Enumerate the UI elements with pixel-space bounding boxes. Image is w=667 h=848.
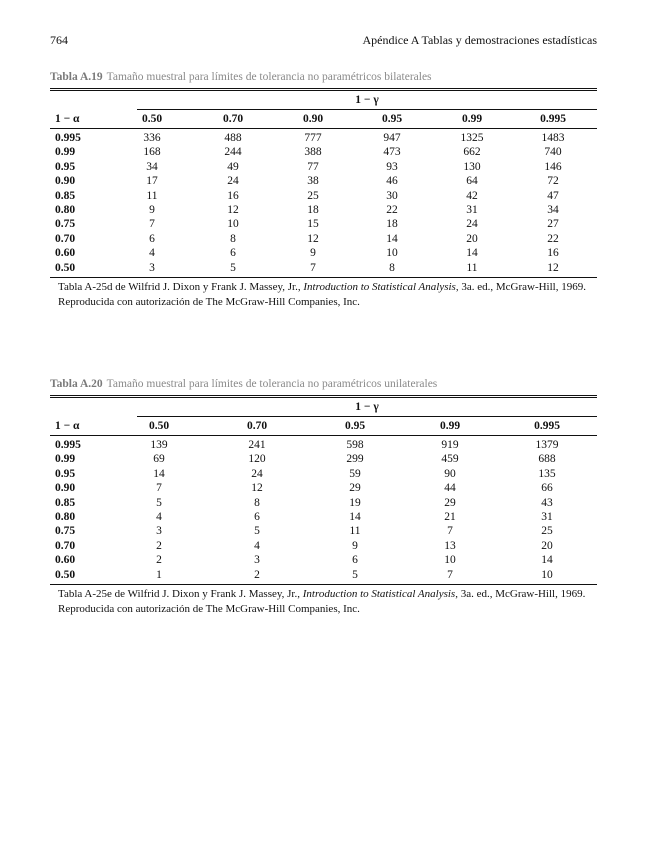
table-cell: 19 — [349, 496, 361, 509]
table-cell: 46 — [386, 175, 398, 188]
row-label: 0.70 — [55, 232, 76, 245]
table-cell: 598 — [346, 439, 364, 451]
table-cell: 14 — [349, 510, 361, 523]
table-row — [50, 524, 597, 538]
table-cell: 6 — [149, 232, 155, 245]
table-cell: 473 — [383, 146, 401, 159]
table-cell: 10 — [227, 218, 239, 231]
table-cell: 10 — [386, 247, 398, 260]
column-header: 0.70 — [246, 420, 268, 432]
table-cell: 14 — [466, 247, 478, 260]
table-cell: 69 — [153, 453, 165, 466]
table-cell: 27 — [547, 218, 559, 231]
table-row — [50, 452, 597, 466]
table-cell: 22 — [547, 232, 559, 245]
table-row — [50, 568, 597, 582]
table-title: Tamaño muestral para límites de tolerancia no paramétricos bilaterales — [106, 71, 432, 83]
table-body — [50, 436, 597, 584]
row-label: 0.95 — [55, 160, 76, 173]
table-cell: 130 — [463, 160, 481, 173]
source-note — [50, 585, 597, 617]
table-cell: 1379 — [535, 439, 559, 451]
page-number: 764 — [50, 33, 68, 47]
table-cell: 31 — [541, 510, 553, 523]
table-cell: 8 — [230, 232, 236, 245]
table-cell: 38 — [307, 175, 319, 188]
table-cell: 9 — [149, 203, 155, 216]
table-row — [50, 510, 597, 524]
table-cell: 3 — [156, 525, 162, 538]
table-cell: 2 — [156, 554, 162, 567]
table-cell: 688 — [538, 453, 556, 466]
row-label: 0.85 — [55, 189, 76, 202]
table-cell: 11 — [146, 189, 158, 202]
table-row — [50, 145, 597, 159]
table-cell: 4 — [149, 247, 155, 260]
page-header — [50, 33, 597, 49]
table-cell: 7 — [447, 568, 453, 581]
table-row — [50, 189, 597, 203]
table-row — [50, 217, 597, 231]
table-cell: 6 — [230, 247, 236, 260]
table-cell: 47 — [547, 189, 559, 202]
table-cell: 6 — [352, 554, 358, 567]
table-cell: 18 — [386, 218, 398, 231]
table-cell: 5 — [254, 525, 260, 538]
column-header: 0.95 — [344, 420, 366, 432]
group-header — [50, 91, 597, 109]
table-cell: 10 — [541, 568, 553, 581]
column-header: 0.70 — [222, 113, 244, 125]
table-cell: 8 — [389, 261, 395, 274]
table-cell: 5 — [156, 496, 162, 509]
table-cell: 146 — [544, 160, 562, 173]
table-cell: 29 — [349, 482, 361, 495]
column-header: 0.95 — [381, 113, 403, 125]
table-cell: 120 — [248, 453, 266, 466]
table-cell: 14 — [386, 232, 398, 245]
group-header — [50, 398, 597, 416]
table-a19 — [50, 69, 597, 310]
group-header-label: 1 − γ — [355, 94, 379, 106]
table-cell: 34 — [146, 160, 158, 173]
table-cell: 11 — [349, 525, 361, 538]
table-label: Tabla A.20 — [50, 378, 103, 390]
table-row — [50, 232, 597, 246]
row-label: 0.70 — [55, 539, 76, 552]
column-header-row — [50, 110, 597, 128]
table-row — [50, 203, 597, 217]
table-cell: 1325 — [460, 132, 484, 144]
book-title: Introduction to Statistical Analysis — [302, 587, 456, 600]
table-cell: 49 — [227, 160, 239, 173]
table-cell: 135 — [538, 467, 556, 480]
table-cell: 9 — [310, 247, 316, 260]
table-cell: 20 — [541, 539, 553, 552]
column-header: 0.50 — [141, 113, 163, 125]
table-row — [50, 246, 597, 260]
table-cell: 2 — [156, 539, 162, 552]
table-cell: 14 — [153, 467, 165, 480]
column-header: 0.90 — [302, 113, 324, 125]
table-row — [50, 174, 597, 188]
table-cell: 43 — [541, 496, 553, 509]
column-header: 0.995 — [534, 420, 560, 432]
source-note-text: Tabla A-25d de Wilfrid J. Dixon y Frank J. Massey, Jr., — [58, 280, 304, 293]
table-caption — [50, 69, 597, 85]
table-cell: 4 — [156, 510, 162, 523]
table-row — [50, 496, 597, 510]
row-label: 0.75 — [55, 218, 76, 231]
table-cell: 24 — [251, 467, 263, 480]
table-cell: 7 — [310, 261, 316, 274]
row-label: 0.90 — [55, 482, 76, 495]
row-label: 0.60 — [55, 554, 76, 567]
row-label: 0.80 — [55, 203, 76, 216]
table-cell: 21 — [444, 510, 456, 523]
row-label: 0.50 — [55, 568, 76, 581]
row-label: 0.75 — [55, 525, 76, 538]
table-cell: 777 — [304, 132, 322, 144]
table-cell: 3 — [149, 261, 155, 274]
table-caption — [50, 376, 597, 392]
table-cell: 24 — [466, 218, 478, 231]
table-cell: 7 — [149, 218, 155, 231]
source-note-text: Tabla A-25e de Wilfrid J. Dixon y Frank J. Massey, Jr., — [58, 587, 303, 600]
table-cell: 18 — [307, 203, 319, 216]
table-cell: 25 — [541, 525, 553, 538]
table-cell: 25 — [307, 189, 319, 202]
table-cell: 90 — [444, 467, 456, 480]
table-row — [50, 553, 597, 567]
table-cell: 7 — [447, 525, 453, 538]
row-label: 0.99 — [55, 146, 76, 159]
running-head: Apéndice A Tablas y demostraciones estadísticas — [362, 33, 597, 47]
table-cell: 488 — [224, 132, 242, 144]
column-header: 0.995 — [540, 113, 566, 125]
table-cell: 5 — [352, 568, 358, 581]
row-label: 0.99 — [55, 453, 76, 466]
table-cell: 93 — [386, 160, 398, 173]
table-cell: 72 — [547, 175, 559, 188]
table-cell: 241 — [248, 439, 266, 451]
table-cell: 12 — [227, 203, 239, 216]
table-cell: 24 — [227, 175, 239, 188]
table-cell: 16 — [227, 189, 239, 202]
table-cell: 12 — [251, 482, 263, 495]
row-label: 0.95 — [55, 467, 76, 480]
table-cell: 662 — [463, 146, 481, 159]
source-note-text: , 3a. ed., McGraw-Hill, 1969. Reproducida con autorización de The McGraw-Hill Companies, Inc. — [58, 587, 586, 615]
table-cell: 299 — [346, 453, 364, 466]
table-cell: 3 — [254, 554, 260, 567]
table-label: Tabla A.19 — [50, 71, 103, 83]
table-cell: 9 — [352, 539, 358, 552]
row-label: 0.80 — [55, 510, 76, 523]
column-header: 0.99 — [439, 420, 461, 432]
table-cell: 31 — [466, 203, 478, 216]
table-cell: 947 — [383, 132, 401, 144]
row-label: 0.995 — [55, 132, 81, 144]
table-row — [50, 261, 597, 275]
table-cell: 4 — [254, 539, 260, 552]
column-header-row — [50, 417, 597, 435]
table-cell: 13 — [444, 539, 456, 552]
table-row — [50, 131, 597, 145]
column-header: 0.99 — [461, 113, 483, 125]
table-cell: 459 — [441, 453, 459, 466]
table-cell: 388 — [304, 146, 322, 159]
row-label: 0.85 — [55, 496, 76, 509]
row-header-label: 1 − α — [55, 420, 80, 432]
table-cell: 11 — [466, 261, 478, 274]
table-cell: 66 — [541, 482, 553, 495]
table-cell: 44 — [444, 482, 456, 495]
table-row — [50, 160, 597, 174]
source-note-text: , 3a. ed., McGraw-Hill, 1969. Reproducida con autorización de The McGraw-Hill Companies, Inc. — [58, 280, 586, 308]
table-cell: 2 — [254, 568, 260, 581]
table-cell: 1483 — [541, 132, 565, 144]
table-cell: 5 — [230, 261, 236, 274]
table-cell: 15 — [307, 218, 319, 231]
row-label: 0.60 — [55, 247, 76, 260]
table-cell: 740 — [544, 146, 562, 159]
table-a20 — [50, 376, 597, 617]
row-header-label: 1 − α — [55, 113, 80, 125]
table-cell: 7 — [156, 482, 162, 495]
table-cell: 12 — [547, 261, 559, 274]
book-title: Introduction to Statistical Analysis — [303, 280, 456, 293]
table-cell: 34 — [547, 203, 559, 216]
table-cell: 64 — [466, 175, 478, 188]
table-cell: 29 — [444, 496, 456, 509]
table-row — [50, 481, 597, 495]
table-row — [50, 539, 597, 553]
table-body — [50, 129, 597, 277]
table-cell: 42 — [466, 189, 478, 202]
table-cell: 8 — [254, 496, 260, 509]
table-cell: 1 — [156, 568, 162, 581]
table-cell: 168 — [143, 146, 161, 159]
table-cell: 22 — [386, 203, 398, 216]
table-cell: 12 — [307, 232, 319, 245]
row-label: 0.90 — [55, 175, 76, 188]
row-label: 0.995 — [55, 439, 81, 451]
table-cell: 20 — [466, 232, 478, 245]
row-label: 0.50 — [55, 261, 76, 274]
table-cell: 14 — [541, 554, 553, 567]
table-cell: 336 — [143, 132, 161, 144]
table-cell: 139 — [150, 439, 168, 451]
table-title: Tamaño muestral para límites de tolerancia no paramétricos unilaterales — [106, 378, 438, 390]
table-cell: 6 — [254, 510, 260, 523]
table-cell: 10 — [444, 554, 456, 567]
table-cell: 59 — [349, 467, 361, 480]
group-header-label: 1 − γ — [355, 401, 379, 413]
table-cell: 16 — [547, 247, 559, 260]
table-cell: 30 — [386, 189, 398, 202]
table-row — [50, 467, 597, 481]
column-header: 0.50 — [148, 420, 170, 432]
table-row — [50, 438, 597, 452]
table-cell: 919 — [441, 439, 459, 451]
table-cell: 17 — [146, 175, 158, 188]
table-cell: 77 — [307, 160, 319, 173]
source-note — [50, 278, 597, 310]
table-cell: 244 — [224, 146, 242, 159]
